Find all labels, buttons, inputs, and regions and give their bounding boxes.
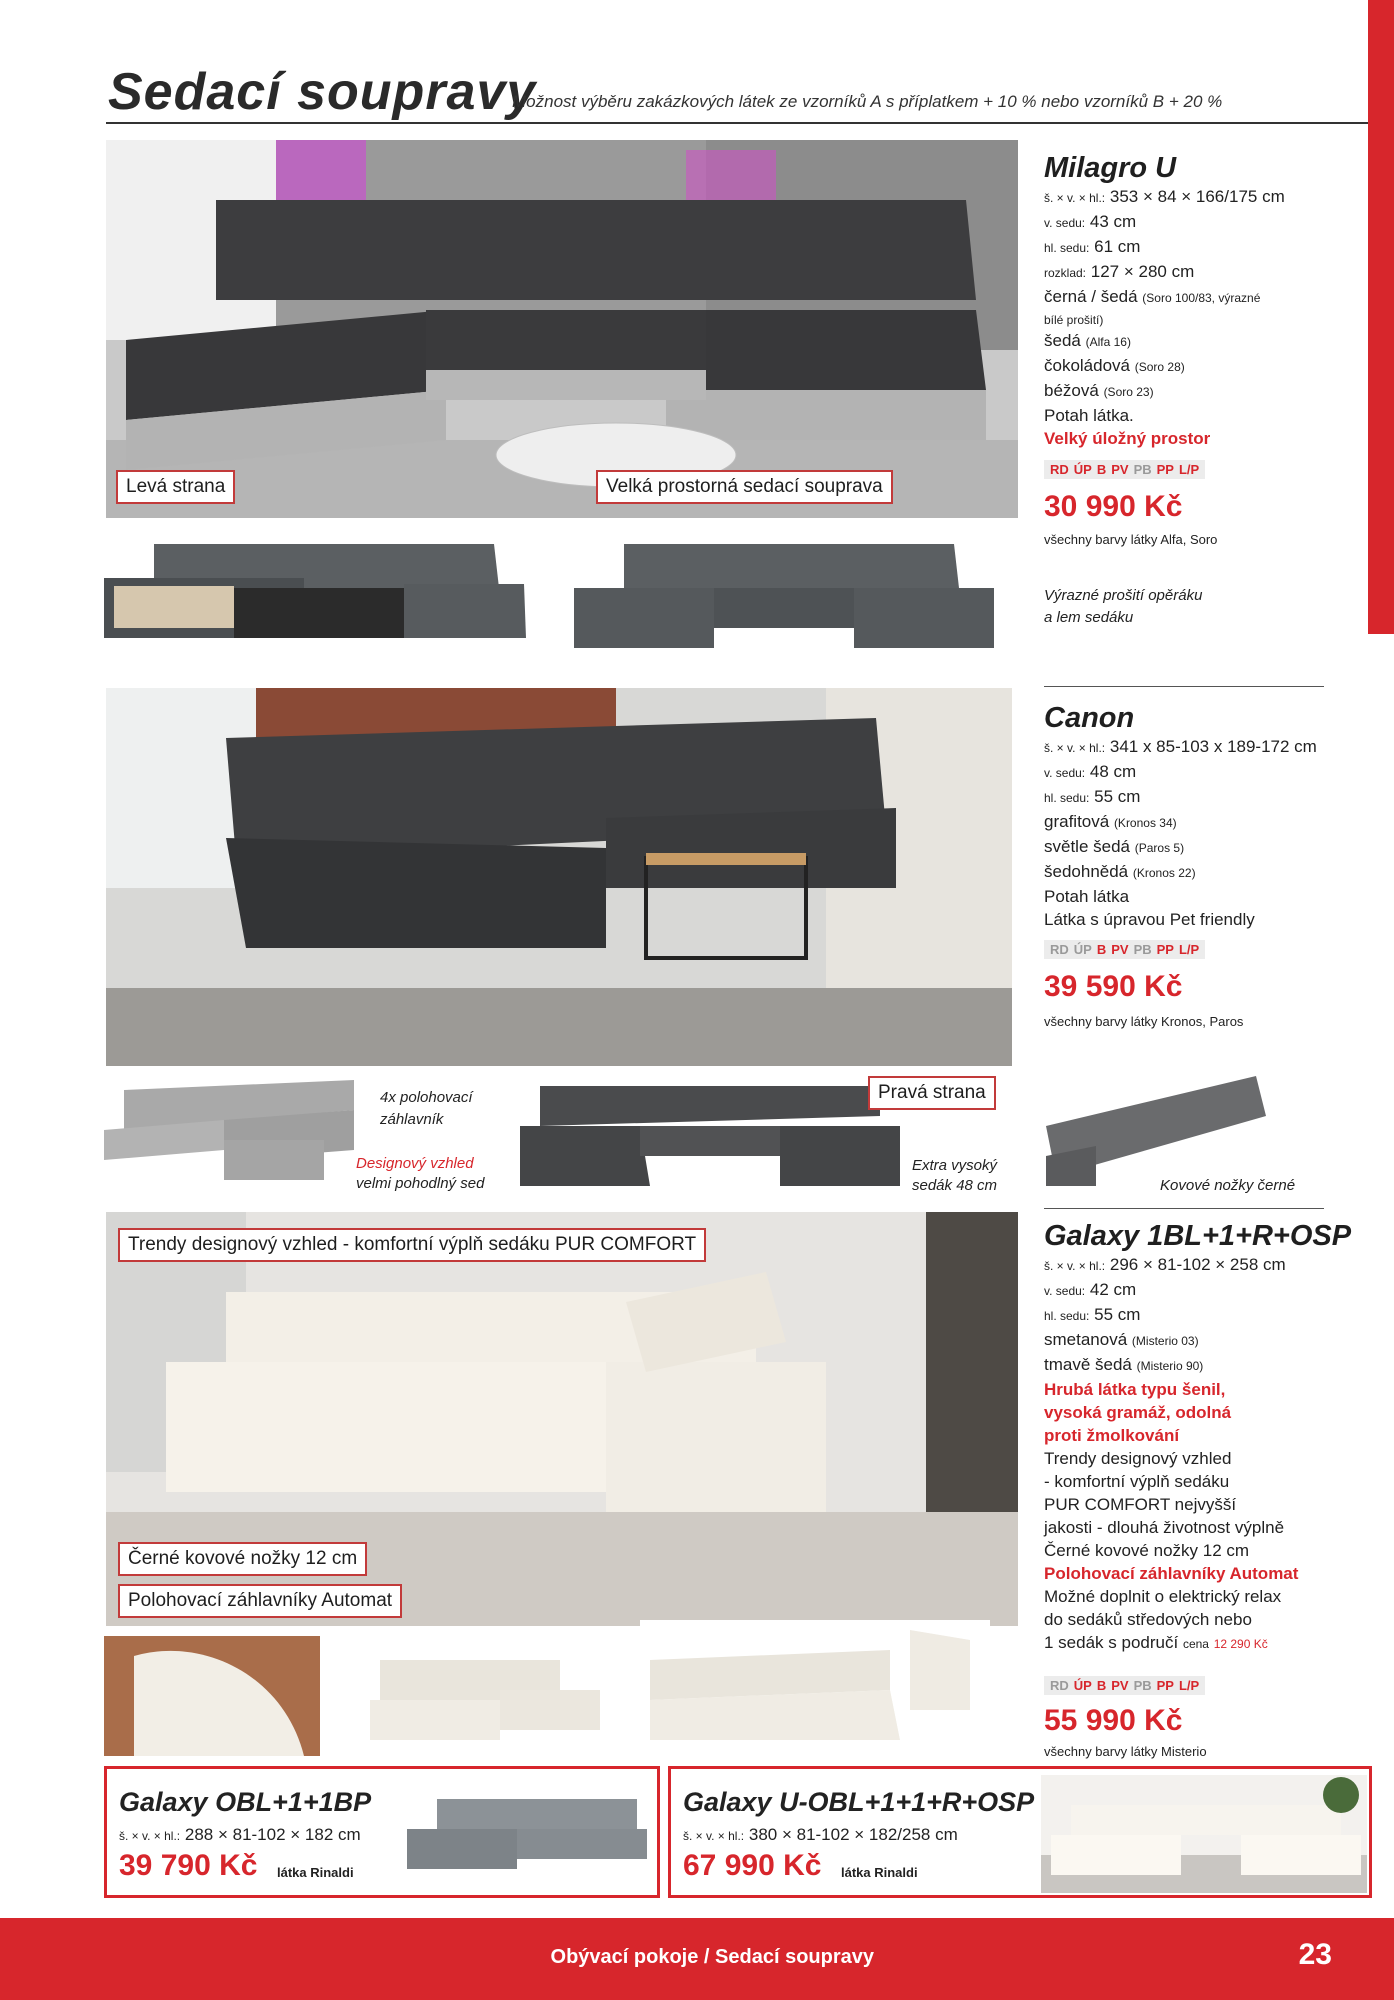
milagro-seat-height-label: v. sedu: — [1044, 216, 1086, 230]
milagro-seat-depth-label: hl. sedu: — [1044, 241, 1090, 255]
badge-pb: PB — [1133, 462, 1152, 477]
galaxy-dim-label: š. × v. × hl.: — [1044, 1259, 1106, 1273]
badge-pv: PV — [1111, 942, 1129, 957]
canon-color-3-note: (Kronos 22) — [1132, 866, 1196, 880]
badge-b: B — [1096, 1678, 1107, 1693]
milagro-caption-stitch: Výrazné prošití opěráku — [1044, 587, 1203, 604]
side-accent-bar — [1368, 0, 1394, 634]
page-subtitle: Možnost výběru zakázkových látek ze vzorníků A s příplatkem + 10 % nebo vzorníků B + 20 % — [512, 92, 1223, 111]
galaxy-seat-height-label: v. sedu: — [1044, 1284, 1086, 1298]
galaxy-name: Galaxy 1BL+1+R+OSP — [1044, 1220, 1352, 1252]
galaxy-seat-height: 42 cm — [1089, 1280, 1137, 1299]
galaxy-text-5: Černé kovové nožky 12 cm — [1044, 1541, 1250, 1560]
galaxy-fabric-2: vysoká gramáž, odolná — [1044, 1403, 1232, 1422]
galaxy-color-1-note: (Misterio 03) — [1131, 1334, 1199, 1348]
milagro-cover: Potah látka. — [1044, 406, 1134, 425]
canon-dim-label: š. × v. × hl.: — [1044, 741, 1106, 755]
galaxy-price: 55 990 Kč — [1044, 1704, 1183, 1737]
galaxy-price-note: všechny barvy látky Misterio — [1044, 1744, 1207, 1759]
canon-caption-seat: Extra vysoký — [912, 1157, 998, 1174]
galaxy-render-2 — [640, 1620, 990, 1760]
badge-rd: RD — [1050, 462, 1069, 477]
milagro-dim-value: 353 × 84 × 166/175 cm — [1109, 187, 1285, 206]
canon-render-middle — [520, 1076, 900, 1200]
page-number: 23 — [1298, 1938, 1332, 1971]
box1-dim-label: š. × v. × hl.: — [119, 1829, 181, 1843]
galaxy-fabric-1: Hrubá látka typu šenil, — [1044, 1380, 1226, 1399]
galaxy-seat-depth-label: hl. sedu: — [1044, 1309, 1090, 1323]
galaxy-seat-depth: 55 cm — [1094, 1305, 1141, 1324]
milagro-color-3: čokoládová — [1044, 356, 1131, 375]
galaxy-info — [1044, 1220, 1351, 1656]
milagro-seat-height: 43 cm — [1089, 212, 1137, 231]
galaxy-badges — [1044, 1676, 1205, 1695]
canon-main-photo — [106, 688, 1012, 1066]
badge-rd: RD — [1050, 1678, 1069, 1693]
box2-photo — [1041, 1775, 1367, 1893]
canon-seat-height: 48 cm — [1089, 762, 1137, 781]
badge-pv: PV — [1111, 1678, 1129, 1693]
milagro-feature: Velký úložný prostor — [1044, 429, 1211, 448]
milagro-info — [1044, 152, 1285, 450]
badge-up: ÚP — [1073, 1678, 1092, 1693]
canon-seat-height-label: v. sedu: — [1044, 766, 1086, 780]
box2-dim-value: 380 × 81-102 × 182/258 cm — [748, 1825, 958, 1844]
box2-price: 67 990 Kč — [683, 1849, 822, 1882]
badge-pp: PP — [1156, 462, 1174, 477]
milagro-main-photo — [106, 140, 1018, 518]
milagro-price-note: všechny barvy látky Alfa, Soro — [1044, 532, 1218, 547]
canon-caption-design: Designový vzhled — [356, 1155, 474, 1172]
badge-pv: PV — [1111, 462, 1129, 477]
callout-headrests: Polohovací záhlavníky Automat — [118, 1584, 402, 1618]
badge-b: B — [1096, 942, 1107, 957]
canon-price-note: všechny barvy látky Kronos, Paros — [1044, 1014, 1244, 1029]
galaxy-extra-label: cena — [1182, 1637, 1209, 1651]
canon-caption-design-2: velmi pohodlný sed — [356, 1175, 485, 1192]
box2-dim-label: š. × v. × hl.: — [683, 1829, 745, 1843]
galaxy-color-2: tmavě šedá — [1044, 1355, 1132, 1374]
canon-seat-depth: 55 cm — [1094, 787, 1141, 806]
canon-feature: Látka s úpravou Pet friendly — [1044, 910, 1255, 929]
canon-color-2-note: (Paros 5) — [1134, 841, 1185, 855]
canon-caption-headrest-2: záhlavník — [380, 1111, 444, 1128]
canon-info — [1044, 702, 1317, 931]
canon-name: Canon — [1044, 702, 1135, 734]
milagro-color-1: černá / šedá — [1044, 287, 1138, 306]
canon-caption-legs: Kovové nožky černé — [1160, 1177, 1296, 1194]
milagro-color-4: béžová — [1044, 381, 1099, 400]
milagro-render-photo — [574, 528, 994, 658]
callout-right-side: Pravá strana — [868, 1076, 996, 1110]
badge-rd: RD — [1050, 942, 1069, 957]
milagro-badges — [1044, 460, 1205, 479]
milagro-color-3-note: (Soro 28) — [1134, 360, 1185, 374]
footer-section: Obývací pokoje / Sedací soupravy — [550, 1946, 874, 1968]
badge-pb: PB — [1133, 942, 1152, 957]
callout-legs: Černé kovové nožky 12 cm — [118, 1542, 367, 1576]
milagro-color-2: šedá — [1044, 331, 1081, 350]
galaxy-text-3: PUR COMFORT nejvyšší — [1044, 1495, 1237, 1514]
canon-cover: Potah látka — [1044, 887, 1130, 906]
milagro-caption-stitch-2: a lem sedáku — [1044, 609, 1134, 626]
canon-dim-value: 341 x 85-103 x 189-172 cm — [1109, 737, 1317, 756]
box1-fabric: látka Rinaldi — [277, 1865, 354, 1880]
callout-spacious: Velká prostorná sedací souprava — [596, 470, 893, 504]
page-title: Sedací soupravy — [108, 63, 537, 121]
canon-color-1: grafitová — [1044, 812, 1110, 831]
badge-lp: L/P — [1178, 942, 1200, 957]
badge-lp: L/P — [1178, 462, 1200, 477]
badge-pb: PB — [1133, 1678, 1152, 1693]
milagro-dim-label: š. × v. × hl.: — [1044, 191, 1106, 205]
canon-price: 39 590 Kč — [1044, 970, 1183, 1003]
canon-caption-headrest: 4x polohovací — [380, 1089, 473, 1106]
box2-fabric: látka Rinaldi — [841, 1865, 918, 1880]
galaxy-extra-price: 12 290 Kč — [1213, 1637, 1268, 1651]
canon-color-1-note: (Kronos 34) — [1113, 816, 1177, 830]
galaxy-fabric-3: proti žmolkování — [1044, 1426, 1180, 1445]
canon-badges — [1044, 940, 1205, 959]
galaxy-text-6: Možné doplnit o elektrický relax — [1044, 1587, 1282, 1606]
box2-name: Galaxy U-OBL+1+1+R+OSP — [683, 1787, 1035, 1817]
milagro-seat-depth: 61 cm — [1094, 237, 1141, 256]
galaxy-detail-photo — [104, 1636, 320, 1756]
badge-b: B — [1096, 462, 1107, 477]
galaxy-render-1 — [360, 1640, 610, 1760]
header-divider — [106, 122, 1372, 124]
galaxy-u-box — [668, 1766, 1372, 1898]
milagro-bed-label: rozklad: — [1044, 266, 1087, 280]
galaxy-obl-box — [104, 1766, 660, 1898]
separator — [1044, 686, 1324, 687]
galaxy-color-2-note: (Misterio 90) — [1136, 1359, 1204, 1373]
galaxy-text-2: - komfortní výplň sedáku — [1044, 1472, 1230, 1491]
galaxy-text-4: jakosti - dlouhá životnost výplně — [1044, 1518, 1285, 1537]
milagro-storage-photo — [104, 528, 536, 658]
badge-up: ÚP — [1073, 462, 1092, 477]
milagro-price: 30 990 Kč — [1044, 490, 1183, 523]
milagro-color-2-note: (Alfa 16) — [1085, 335, 1131, 349]
canon-seat-depth-label: hl. sedu: — [1044, 791, 1090, 805]
canon-caption-seat-2: sedák 48 cm — [912, 1177, 998, 1194]
badge-lp: L/P — [1178, 1678, 1200, 1693]
galaxy-text-1: Trendy designový vzhled — [1044, 1449, 1232, 1468]
callout-left-side: Levá strana — [116, 470, 235, 504]
milagro-color-1-note-2: bílé prošití) — [1044, 313, 1104, 327]
canon-color-2: světle šedá — [1044, 837, 1130, 856]
galaxy-color-1: smetanová — [1044, 1330, 1128, 1349]
milagro-name: Milagro U — [1044, 152, 1177, 184]
callout-trendy: Trendy designový vzhled - komfortní výplň sedáku PUR COMFORT — [118, 1228, 706, 1262]
galaxy-headrests: Polohovací záhlavníky Automat — [1044, 1564, 1299, 1583]
box1-price: 39 790 Kč — [119, 1849, 258, 1882]
galaxy-text-8: 1 sedák s područí — [1044, 1633, 1179, 1652]
badge-up: ÚP — [1073, 942, 1092, 957]
milagro-color-4-note: (Soro 23) — [1103, 385, 1154, 399]
footer-bar — [0, 1918, 1394, 2000]
separator — [1044, 1208, 1324, 1209]
canon-render-left — [104, 1070, 360, 1200]
badge-pp: PP — [1156, 1678, 1174, 1693]
box1-dim-value: 288 × 81-102 × 182 cm — [184, 1825, 361, 1844]
box1-photo — [397, 1789, 653, 1879]
box1-name: Galaxy OBL+1+1BP — [119, 1787, 372, 1817]
galaxy-text-7: do sedáků středových nebo — [1044, 1610, 1252, 1629]
milagro-color-1-note: (Soro 100/83, výrazné — [1142, 291, 1261, 305]
milagro-bed-value: 127 × 280 cm — [1090, 262, 1195, 281]
canon-color-3: šedohnědá — [1044, 862, 1129, 881]
badge-pp: PP — [1156, 942, 1174, 957]
galaxy-dim-value: 296 × 81-102 × 258 cm — [1109, 1255, 1286, 1274]
